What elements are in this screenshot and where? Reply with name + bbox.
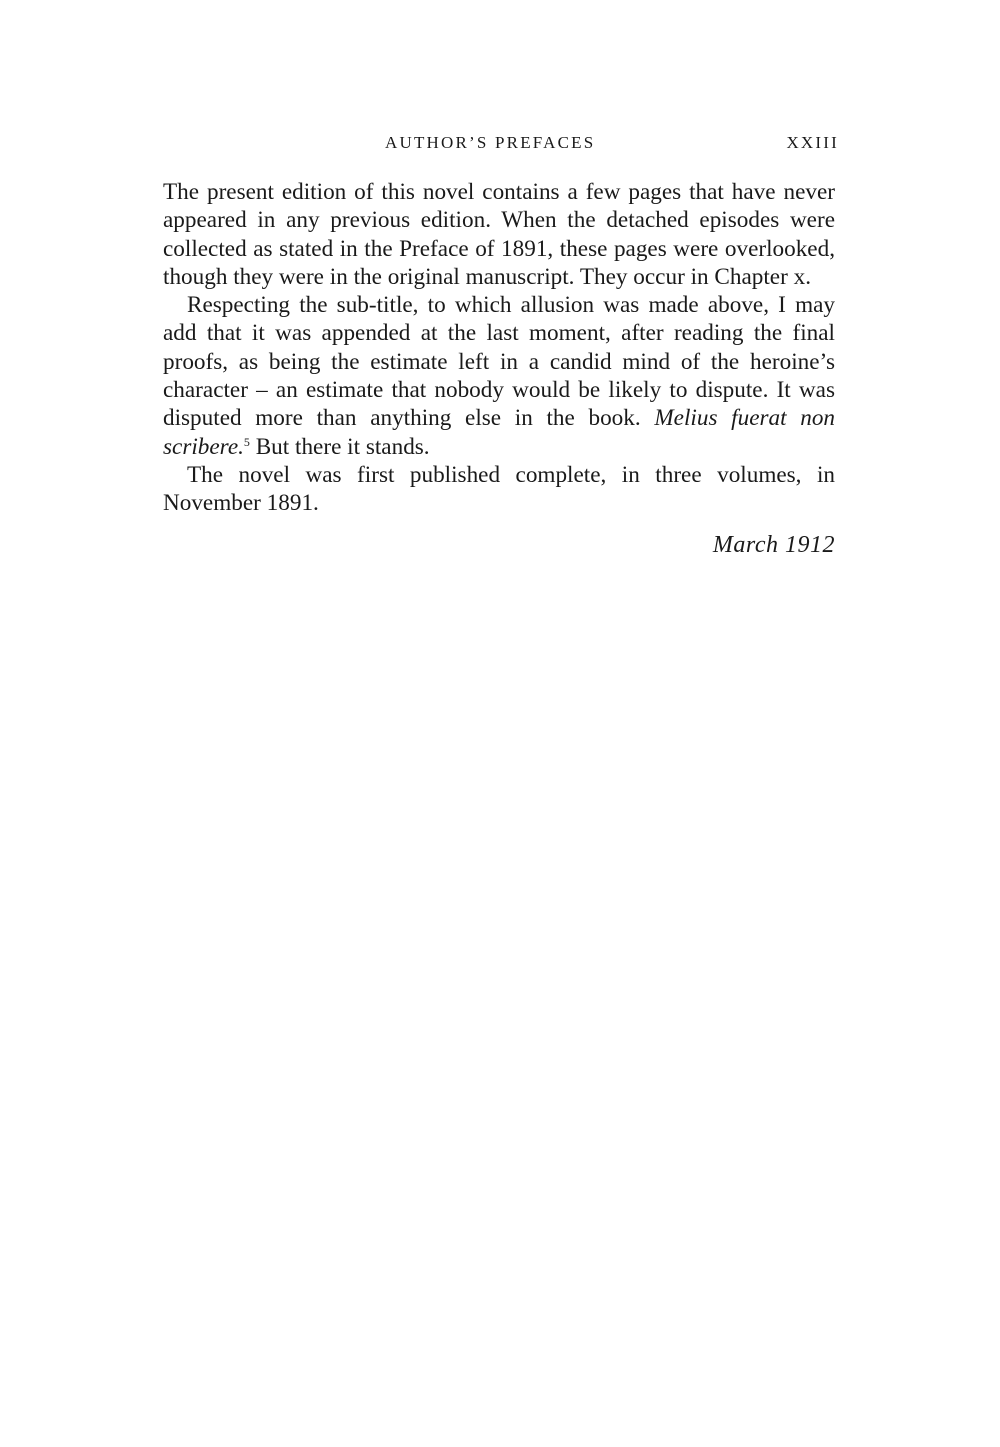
body-text: [163, 178, 835, 518]
running-title: AUTHOR’S PREFACES: [385, 133, 596, 152]
signature-date: March 1912: [712, 531, 835, 558]
paragraph-3: The novel was first published complete, in three volumes, in November 1891.: [163, 461, 835, 517]
book-page: [163, 133, 839, 559]
running-head: [163, 133, 839, 157]
paragraph-2-tail: But there it stands.: [255, 433, 430, 460]
latin-quotation: Melius fuerat non scribere.: [163, 405, 836, 460]
page-number: XXIII: [786, 133, 839, 152]
paragraph-1: The present edition of this novel contains a few pages that have never appeared in any previous edition. When the detached episodes were collected as stated in the Preface of 1891, these pages were overlooked, though they were in the original manuscript. They occur in Chapter x.: [163, 179, 835, 290]
footnote-marker[interactable]: 5: [243, 434, 250, 449]
paragraph-2: [163, 291, 835, 461]
paragraph-2-text: Respecting the sub-title, to which allusion was made above, I may add that it was appended at the last moment, after reading the final proofs, as being the estimate left in a candid mind of the heroine’s character – an estimate that nobody would be likely to dispute. It was disputed more than anything else in the book.: [163, 292, 835, 432]
